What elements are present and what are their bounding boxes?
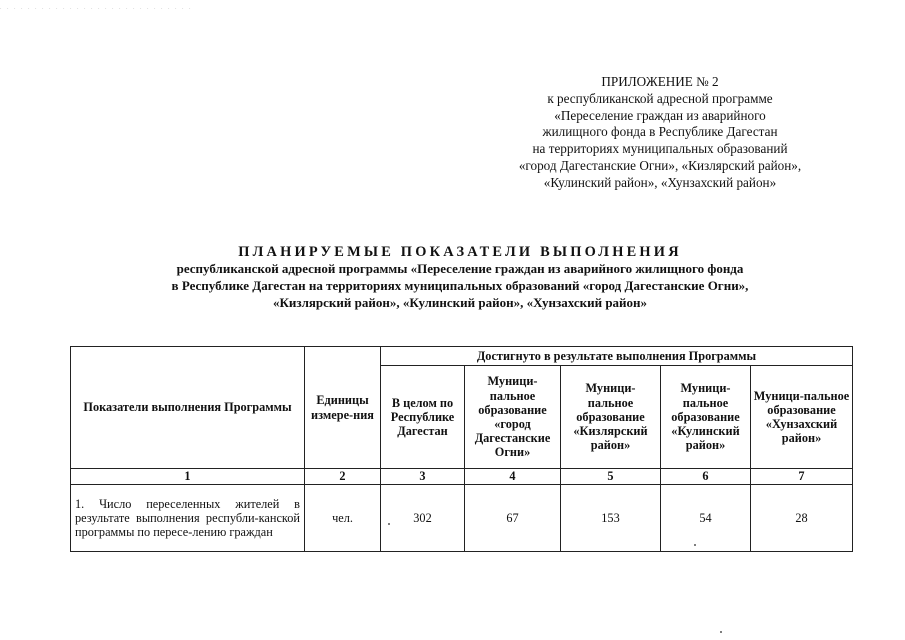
unit-cell: чел. (305, 485, 381, 552)
column-number: 4 (465, 469, 561, 485)
indicators-table (70, 346, 853, 552)
column-number: 2 (305, 469, 381, 485)
appendix-line: «Переселение граждан из аварийного (554, 107, 766, 123)
appendix-line: «Кулинский район», «Хунзахский район» (543, 174, 777, 190)
indicator-cell: 1. Число переселенных жителей в результате выполнения республи-канской программы по пересе-лению граждан (71, 485, 305, 552)
scan-speck (694, 544, 696, 546)
column-number: 6 (661, 469, 751, 485)
value-kulinsky: 54 (661, 485, 751, 552)
scan-speck (388, 523, 390, 525)
value-kizlyar: 153 (561, 485, 661, 552)
header-kulinsky: Муници-пальное образование «Кулинский район» (661, 366, 751, 469)
scan-artifacts: . . . . . . . . . . . . . . . . . . . . . . . . . . . . (0, 6, 193, 10)
title-subtitle-line: «Кизлярский район», «Кулинский район», «Хунзахский район» (272, 294, 648, 310)
header-kizlyar: Муници-пальное образование «Кизлярский район» (561, 366, 661, 469)
column-number: 5 (561, 469, 661, 485)
header-khunzakh: Муници-пальное образование «Хунзахский район» (751, 366, 853, 469)
appendix-line: жилищного фонда в Республике Дагестан (542, 124, 778, 140)
table-row (71, 485, 853, 552)
column-number: 1 (71, 469, 305, 485)
column-number: 7 (751, 469, 853, 485)
header-ogni: Муници-пальное образование «город Дагестанские Огни» (465, 366, 561, 469)
header-indicators: Показатели выполнения Программы (71, 347, 305, 469)
title-subtitle-line: в Республике Дагестан на территориях муниципальных образований «город Дагестанские Огни», (171, 277, 749, 293)
header-total: В целом по Республике Дагестан (381, 366, 465, 469)
title-subtitle-line: республиканской адресной программы «Переселение граждан из аварийного жилищного фонда (176, 261, 744, 276)
table-header-row (71, 347, 853, 366)
column-number: 3 (381, 469, 465, 485)
document-title (90, 243, 830, 311)
value-total: 302 (381, 485, 465, 552)
header-units: Единицы измере-ния (305, 347, 381, 469)
value-khunzakh: 28 (751, 485, 853, 552)
page-title: ПЛАНИРУЕМЫЕ ПОКАЗАТЕЛИ ВЫПОЛНЕНИЯ (238, 244, 682, 260)
value-ogni: 67 (465, 485, 561, 552)
header-achieved: Достигнуто в результате выполнения Программы (381, 347, 853, 366)
appendix-line: к республиканской адресной программе (547, 90, 773, 106)
scan-speck (720, 631, 722, 633)
appendix-title: ПРИЛОЖЕНИЕ № 2 (601, 74, 719, 89)
appendix-line: на территориях муниципальных образований (532, 141, 788, 157)
appendix-line: «город Дагестанские Огни», «Кизлярский район», (518, 157, 802, 173)
column-numbers-row (71, 469, 853, 485)
appendix-header (490, 74, 830, 192)
